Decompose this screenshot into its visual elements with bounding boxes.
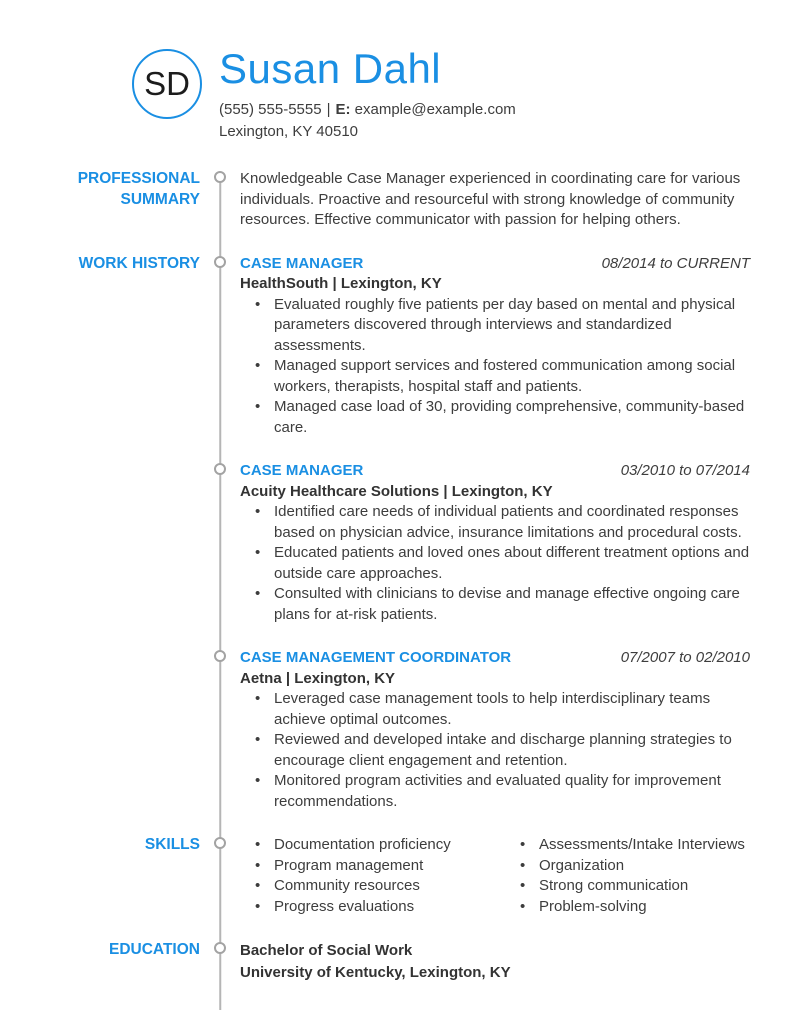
section-skills (0, 835, 791, 940)
section-education (0, 940, 791, 983)
label-line-2: SUMMARY (120, 190, 200, 208)
address: Lexington, KY 40510 (219, 123, 359, 141)
job-1-head (240, 254, 750, 275)
summary-text: Knowledgeable Case Manager experienced in coordinating care for various individuals. Proactive and resourceful with strong knowledge of community resources. Effective communicator with passion for helping others. (240, 170, 741, 229)
timeline-dot (214, 463, 226, 475)
header (0, 0, 791, 142)
bullet-item: • Managed support services and fostered communication among social workers, therapists, hospital staff and patients. (240, 356, 750, 397)
skill-item: • Problem-solving (505, 897, 750, 918)
section-label-work-history: WORK HISTORY (78, 254, 200, 272)
timeline-dot (214, 171, 226, 183)
timeline-dot (214, 837, 226, 849)
timeline-dot (214, 942, 226, 954)
person-name: Susan Dahl (219, 45, 442, 92)
job-1-content (240, 254, 750, 462)
job-dates: 07/2007 to 02/2010 (620, 649, 750, 667)
timeline-rail (200, 169, 240, 254)
education-school: University of Kentucky, Lexington, KY (240, 963, 511, 981)
timeline (0, 169, 791, 983)
bullet-item: • Leveraged case management tools to help interdisciplinary teams achieve optimal outcomes. (240, 689, 750, 730)
job-2-content (240, 461, 750, 648)
job-title: CASE MANAGER (240, 462, 364, 480)
timeline-dot (214, 256, 226, 268)
bullet-item: • Consulted with clinicians to devise and manage effective ongoing care plans for at-risk patients. (240, 584, 750, 625)
section-label-professional-summary (0, 169, 200, 254)
section-professional-summary (0, 169, 791, 254)
timeline-rail (200, 648, 240, 835)
job-company: Acuity Healthcare Solutions | Lexington, KY (240, 482, 553, 500)
skill-item: • Strong communication (505, 876, 750, 897)
job-title: CASE MANAGER (240, 254, 364, 272)
skill-item: • Assessments/Intake Interviews (505, 835, 750, 856)
job-dates: 08/2014 to CURRENT (601, 254, 750, 272)
skill-item: • Community resources (240, 876, 505, 897)
email-label: E: (335, 101, 351, 119)
label-line-1: PROFESSIONAL (77, 170, 200, 188)
section-label-education: EDUCATION (109, 941, 200, 959)
job-2-bullets (240, 502, 750, 625)
bullet-item: • Managed case load of 30, providing comprehensive, community-based care. (240, 397, 750, 438)
job-3-bullets (240, 689, 750, 812)
job-2-head (240, 461, 750, 482)
bullet-item: • Identified care needs of individual patients and coordinated responses based on physician advice, insurance limitations and procedural costs. (240, 502, 750, 543)
bullet-item: • Reviewed and developed intake and discharge planning strategies to encourage client engagement and retention. (240, 730, 750, 771)
skill-item: • Program management (240, 856, 505, 877)
job-3-content (240, 648, 750, 835)
education-content (240, 940, 750, 983)
email: example@example.com (354, 101, 516, 119)
education-degree: Bachelor of Social Work (240, 942, 413, 960)
skills-columns (240, 835, 750, 917)
section-job-1 (0, 254, 791, 462)
job-1-bullets (240, 295, 750, 439)
skill-item: • Organization (505, 856, 750, 877)
contact-line (219, 100, 516, 120)
job-dates: 03/2010 to 07/2014 (620, 462, 750, 480)
bullet-item: • Evaluated roughly five patients per day based on mental and physical parameters discovered through interviews and standardized assessments. (240, 295, 750, 357)
timeline-rail (200, 835, 240, 940)
timeline-rail (200, 940, 240, 983)
section-job-3 (0, 648, 791, 835)
section-job-2 (0, 461, 791, 648)
timeline-rail (200, 461, 240, 648)
bullet-item: • Educated patients and loved ones about different treatment options and outside care approaches. (240, 543, 750, 584)
timeline-dot (214, 650, 226, 662)
timeline-rail (200, 254, 240, 462)
job-company: Aetna | Lexington, KY (240, 669, 396, 687)
job-3-head (240, 648, 750, 669)
contact-separator: | (326, 101, 331, 119)
avatar (132, 49, 202, 119)
skills-column-2 (505, 835, 750, 917)
job-company: HealthSouth | Lexington, KY (240, 275, 442, 293)
job-title: CASE MANAGEMENT COORDINATOR (240, 649, 512, 667)
avatar-initials: SD (144, 65, 190, 102)
skill-item: • Documentation proficiency (240, 835, 505, 856)
skills-content (240, 835, 750, 940)
skill-item: • Progress evaluations (240, 897, 505, 918)
section-label-skills: SKILLS (144, 836, 200, 854)
phone: (555) 555-5555 (219, 101, 322, 119)
section-label-empty (0, 461, 200, 648)
header-text (219, 47, 516, 142)
skills-column-1 (240, 835, 505, 917)
section-label-empty (0, 648, 200, 835)
summary-content (240, 169, 750, 254)
bullet-item: • Monitored program activities and evaluated quality for improvement recommendations. (240, 771, 750, 812)
